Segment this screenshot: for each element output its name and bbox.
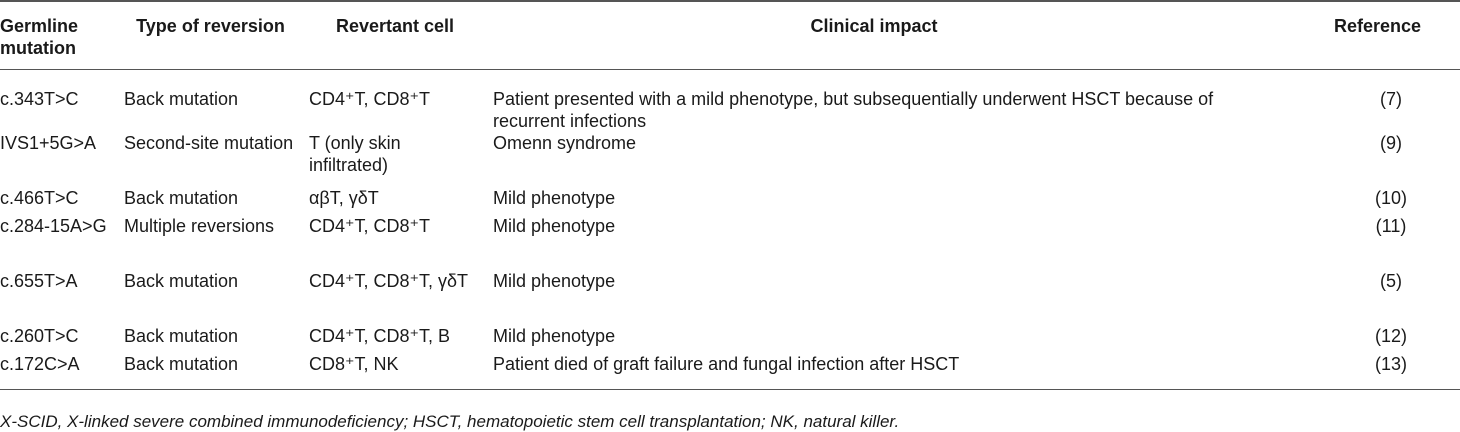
clinical-impact-cell: Patient presented with a mild phenotype, but subsequentially underwent HSCT because of recurrent infections [493,88,1214,131]
spacer-cell [1261,353,1322,390]
table-row [0,325,1460,353]
germline-mutation-cell: c.260T>C [0,325,79,346]
revertant-cell-cell: CD4⁺T, CD8⁺T [309,88,431,109]
reference-cell: (7) [1380,88,1402,109]
table-footnote: X-SCID, X-linked severe combined immunodeficiency; HSCT, hematopoietic stem cell transplantation; NK, natural killer. [0,412,900,431]
type-of-reversion-cell: Back mutation [124,88,239,109]
revertant-cell-cell: T (only skin infiltrated) [309,132,401,175]
reference-cell: (10) [1374,187,1407,208]
type-of-reversion-cell: Back mutation [124,353,239,374]
reference-cell: (5) [1380,270,1402,291]
spacer-cell [1261,132,1322,187]
germline-mutation-cell: c.172C>A [0,353,80,374]
germline-mutation-cell: c.284-15A>G [0,215,107,236]
header-reference: Reference [1334,16,1422,36]
type-of-reversion-cell: Back mutation [124,187,239,208]
type-of-reversion-cell: Second-site mutation [124,132,294,153]
revertant-cell-cell: CD4⁺T, CD8⁺T, B [309,325,451,346]
revertant-cell-cell: CD4⁺T, CD8⁺T, γδT [309,270,469,291]
header-germline-mutation: Germline mutation [0,16,79,58]
clinical-impact-cell: Mild phenotype [493,187,616,208]
table-row [0,215,1460,270]
table-header [0,1,1460,69]
clinical-impact-cell: Mild phenotype [493,270,616,291]
clinical-impact-cell: Mild phenotype [493,215,616,236]
header-clinical-impact: Clinical impact [810,16,938,36]
reference-cell: (11) [1375,215,1407,236]
revertant-cell-cell: αβT, γδT [309,187,379,208]
spacer-cell [1261,69,1322,132]
type-of-reversion-cell: Back mutation [124,270,239,291]
table-body [0,69,1460,390]
header-spacer [1261,1,1322,69]
revertant-cell-cell: CD4⁺T, CD8⁺T [309,215,431,236]
header-type-of-reversion: Type of reversion [136,16,285,36]
spacer-cell [1261,187,1322,215]
germline-mutation-cell: c.655T>A [0,270,78,291]
spacer-cell [1261,215,1322,270]
reference-cell: (12) [1374,325,1407,346]
header-row [0,1,1460,69]
table-row [0,270,1460,325]
type-of-reversion-cell: Multiple reversions [124,215,275,236]
table-row [0,353,1460,390]
clinical-impact-cell: Omenn syndrome [493,132,637,153]
germline-mutation-cell: c.466T>C [0,187,79,208]
germline-mutation-cell: IVS1+5G>A [0,132,97,153]
reference-cell: (13) [1374,353,1407,374]
reference-cell: (9) [1380,132,1402,153]
clinical-impact-cell: Mild phenotype [493,325,616,346]
spacer-cell [1261,270,1322,325]
clinical-impact-cell: Patient died of graft failure and fungal infection after HSCT [493,353,960,374]
type-of-reversion-cell: Back mutation [124,325,239,346]
header-revertant-cell: Revertant cell [335,16,455,36]
table-row [0,187,1460,215]
revertant-cell-cell: CD8⁺T, NK [309,353,399,374]
table-row [0,132,1460,187]
table-row [0,69,1460,132]
germline-mutation-cell: c.343T>C [0,88,79,109]
spacer-cell [1261,325,1322,353]
